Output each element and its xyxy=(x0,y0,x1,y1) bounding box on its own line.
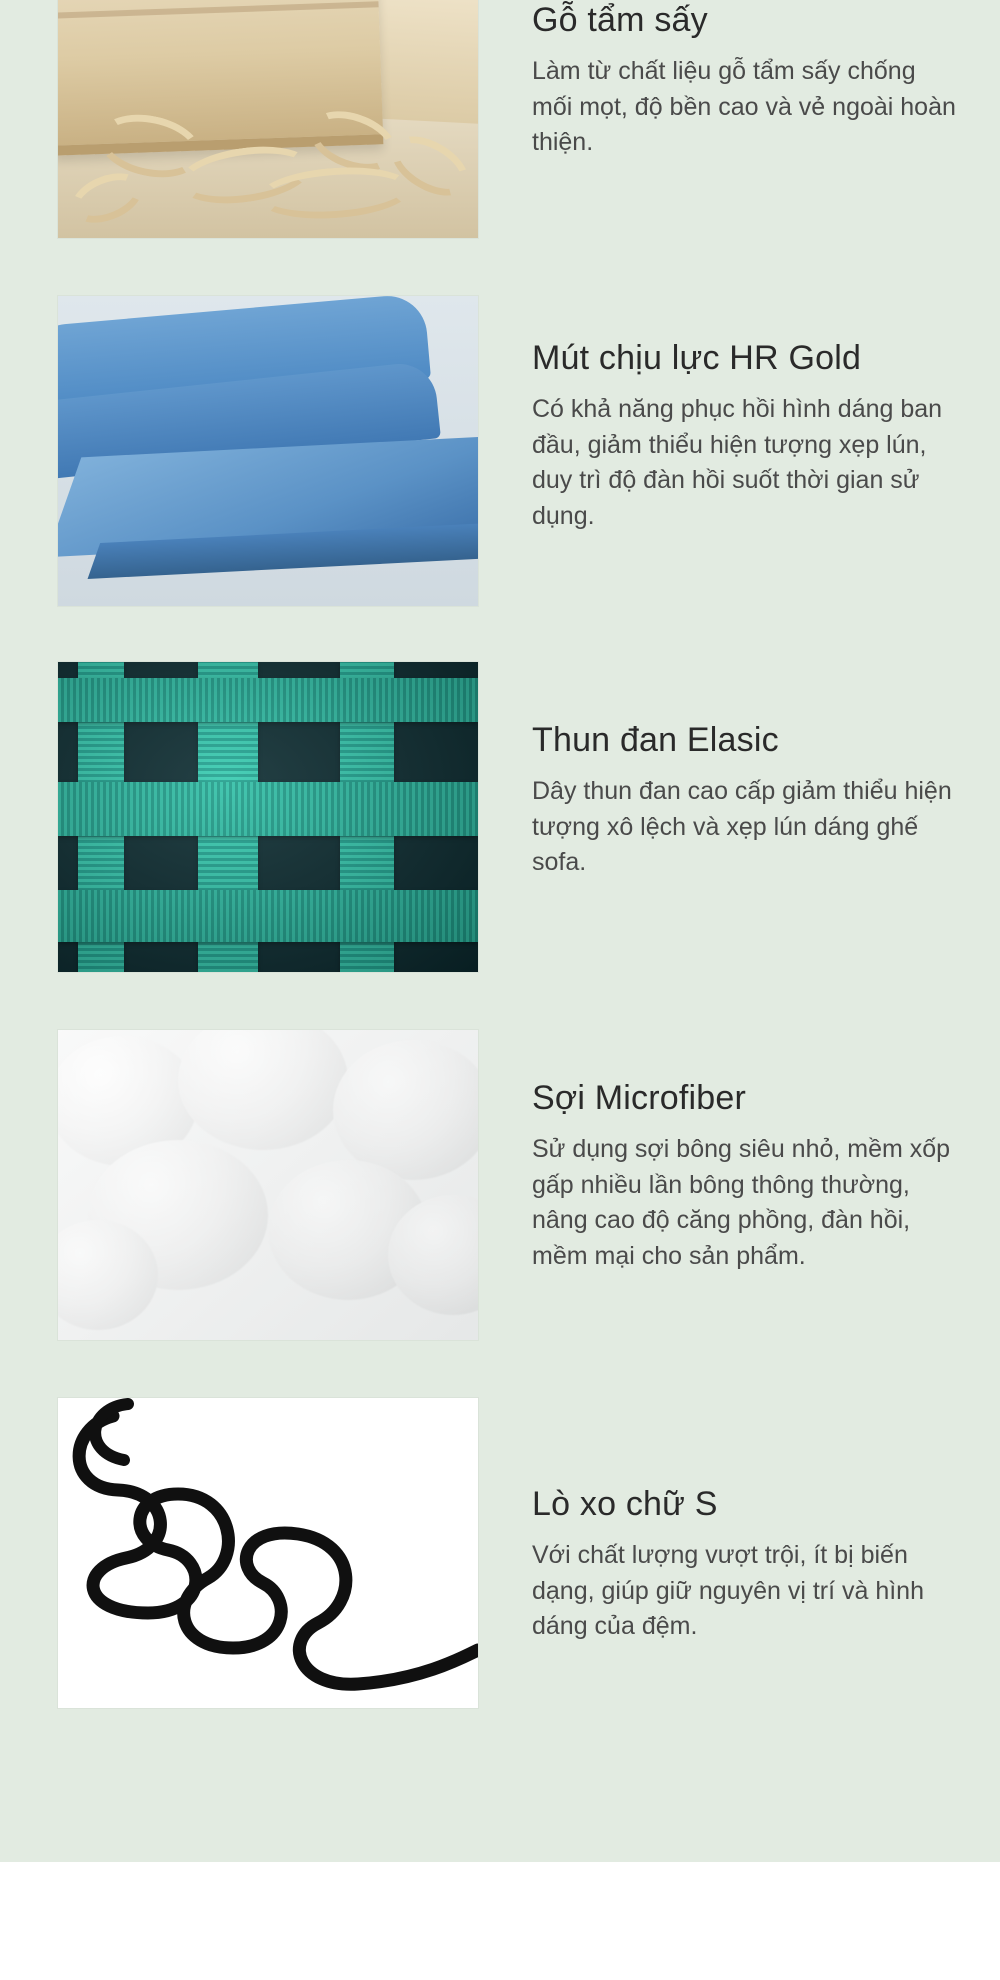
feature-description: Có khả năng phục hồi hình dáng ban đầu, giảm thiểu hiện tượng xẹp lún, duy trì độ đàn hồi suốt thời gian sử dụng. xyxy=(532,395,943,530)
fiber-shading xyxy=(58,1030,478,1340)
kiln-dried-wood-photo xyxy=(58,0,478,238)
feature-title: Mút chịu lực HR Gold xyxy=(532,339,862,377)
feature-text-spring xyxy=(478,1398,960,1645)
feature-title: Thun đan Elasic xyxy=(532,721,779,759)
microfiber-fill-photo xyxy=(58,1030,478,1340)
elastic-webbing-photo xyxy=(58,662,478,972)
wood-illustration xyxy=(58,0,478,238)
feature-description: Với chất lượng vượt trội, ít bị biến dạng, giúp giữ nguyên vị trí và hình dáng của đệm. xyxy=(532,1541,924,1641)
hr-gold-foam-photo xyxy=(58,296,478,606)
feature-text-foam xyxy=(478,296,960,534)
feature-description: Làm từ chất liệu gỗ tẩm sấy chống mối mọt, độ bền cao và vẻ ngoài hoàn thiện. xyxy=(532,57,956,157)
microfiber-illustration xyxy=(58,1030,478,1340)
s-spring-shape xyxy=(58,1398,478,1708)
s-spring-photo xyxy=(58,1398,478,1708)
feature-item-spring xyxy=(0,1340,1000,1708)
feature-item-microfiber xyxy=(0,972,1000,1340)
feature-title: Lò xo chữ S xyxy=(532,1485,718,1523)
feature-title: Sợi Microfiber xyxy=(532,1079,747,1117)
feature-item-wood xyxy=(0,0,1000,238)
spring-illustration xyxy=(58,1398,478,1708)
feature-item-foam xyxy=(0,238,1000,606)
foam-illustration xyxy=(58,296,478,606)
feature-text-webbing xyxy=(478,662,960,881)
feature-text-wood xyxy=(478,0,960,161)
feature-description: Sử dụng sợi bông siêu nhỏ, mềm xốp gấp nhiều lần bông thông thường, nâng cao độ căng phồng, đàn hồi, mềm mại cho sản phẩm. xyxy=(532,1135,951,1270)
feature-text-microfiber xyxy=(478,1030,960,1274)
feature-description: Dây thun đan cao cấp giảm thiểu hiện tượng xô lệch và xẹp lún dáng ghế sofa. xyxy=(532,777,952,877)
webbing-shading xyxy=(58,662,478,972)
bottom-white-strip xyxy=(0,1862,1000,1980)
feature-title: Gỗ tẩm sấy xyxy=(532,1,708,39)
webbing-illustration xyxy=(58,662,478,972)
feature-item-webbing xyxy=(0,606,1000,972)
